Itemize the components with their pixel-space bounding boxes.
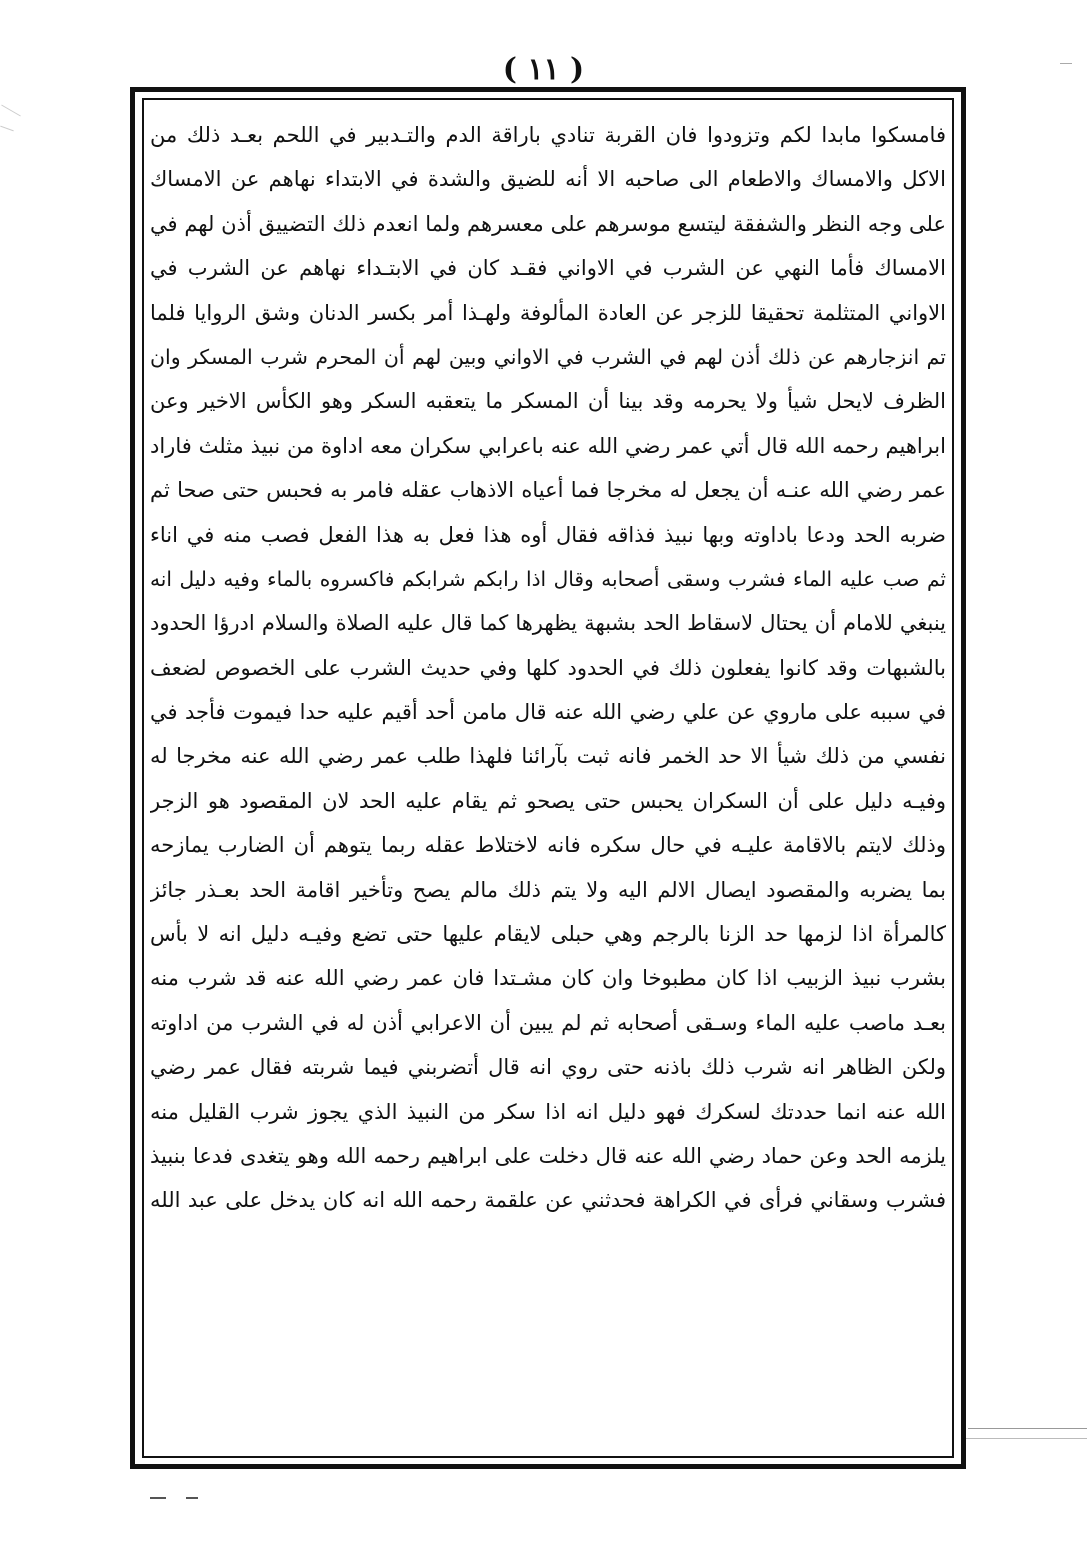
scan-mark xyxy=(1060,63,1072,64)
text-line: فشرب وسقاني فرأى في الكراهة فحدثني عن علقمة رحمه الله انه كان يدخل على عبد الله xyxy=(150,1188,946,1213)
text-line: بالشبهات وقد كانوا يفعلون ذلك في الحدود كلها وفي حديث الشرب على الخصوص لضعف xyxy=(150,655,946,680)
text-line: وفيـه دليل على أن السكران يحبس حتى يصحو ثم يقام عليه الحد لان المقصود هو الزجر xyxy=(150,788,946,813)
text-line: ابراهيم رحمه الله قال أتي عمر رضي الله عنه باعرابي سكران معه اداوة من نبيذ مثلث فاراد xyxy=(150,433,946,458)
text-line: الظرف لايحل شيأ ولا يحرمه وقد بينا أن المسكر ما يتعقبه السكر وهو الكأس الاخير وعن xyxy=(150,389,946,414)
text-line: كالمرأة اذا لزمها حد الزنا بالرجم وهي حبلى لايقام عليها حتى تضع وفيـه دليل انه لا بأس xyxy=(150,922,946,947)
scan-mark xyxy=(1,105,21,117)
text-line: بشرب نبيذ الزبيب اذا كان مطبوخا وان كان مشـتدا فان عمر رضي الله عنه قد شرب منه xyxy=(150,966,946,991)
text-line: على وجه النظر والشفقة ليتسع موسرهم على معسرهم ولما انعدم ذلك التضييق أذن لهم في xyxy=(150,211,946,236)
text-line: ولكن الظاهر انه شرب ذلك باذنه حتى روي انه قال أتضربني فيما شربته فقال عمر رضي xyxy=(150,1055,946,1080)
text-line: الله عنه انما حددتك لسكرك فهو دليل انه اذا سكر من النبيذ الذي يجوز شرب القليل منه xyxy=(150,1099,946,1124)
text-line: يلزمه الحد وعن حماد رضي الله عنه قال دخلت على ابراهيم رحمه الله وهو يتغدى فدعا بنبيذ xyxy=(150,1143,946,1168)
text-line: بعـد ماصب عليه الماء وسـقى أصحابه ثم لم يبين أن الاعرابي أذن له في الشرب من اداوته xyxy=(150,1010,946,1035)
scan-mark xyxy=(968,1428,1087,1429)
text-line: ضربه الحد ودعا باداوته وبها نبيذ فذاقه فقال أوه هذا فعل به هذا الفعل فصب منه في اناء xyxy=(150,522,946,547)
scan-mark xyxy=(186,1497,198,1499)
text-line: عمر رضي الله عنـه أن يجعل له مخرجا فما أعياه الاذهاب عقله فامر به فحبس حتى صحا ثم xyxy=(150,478,946,503)
text-line: وذلك لايتم بالاقامة عليـه في حال سكره فانه لاختلاط عقله ربما يتوهم أن الضارب يمازحه xyxy=(150,833,946,858)
scan-mark xyxy=(966,1438,1087,1439)
text-line: ثم صب عليه الماء فشرب وسقى أصحابه وقال اذا رابكم شرابكم فاكسروه بالماء وفيه دليل انه xyxy=(150,566,946,591)
text-line: الاكل والامساك والاطعام الى صاحبه الا أنه للضيق والشدة في الابتداء نهاهم عن الامساك xyxy=(150,167,946,192)
body-text xyxy=(150,113,946,1453)
text-line: في سببه على ماروي عن علي رضي الله عنه قال مامن أحد أقيم عليه حدا فيموت فأجد في xyxy=(150,700,946,725)
text-line: الامساك فأما النهي عن الشرب في الاواني فقـد كان في الابتـداء نهاهم عن الشرب في xyxy=(150,256,946,281)
text-line: نفسي من ذلك شيأ الا حد الخمر فانه ثبت بآرائنا فلهذا طلب عمر رضي الله عنه مخرجا له xyxy=(150,744,946,769)
text-line: بما يضربه والمقصود ايصال الالم اليه ولا يتم ذلك مالم يصح وتأخير اقامة الحد بعـذر جائز xyxy=(150,877,946,902)
text-line: فامسكوا مابدا لكم وتزودوا فان القربة تنادي باراقة الدم والتـدبير في اللحم بعـد ذلك من xyxy=(150,123,946,147)
text-line: الاواني المتثلمة تحقيقا للزجر عن العادة المألوفة ولهـذا أمر بكسر الدنان وشق الروايا فلما xyxy=(150,300,946,325)
scan-mark xyxy=(0,126,13,132)
text-line: تم انزجارهم عن ذلك أذن لهم في الشرب في الاواني وبين لهم أن المحرم شرب المسكر وان xyxy=(150,344,946,369)
page-number: ( ١١ ) xyxy=(502,52,585,87)
text-line: ينبغي للامام أن يحتال لاسقاط الحد بشبهة يظهرها كما قال عليه الصلاة والسلام ادرؤا الحدود xyxy=(150,611,946,636)
scan-mark xyxy=(150,1497,166,1499)
